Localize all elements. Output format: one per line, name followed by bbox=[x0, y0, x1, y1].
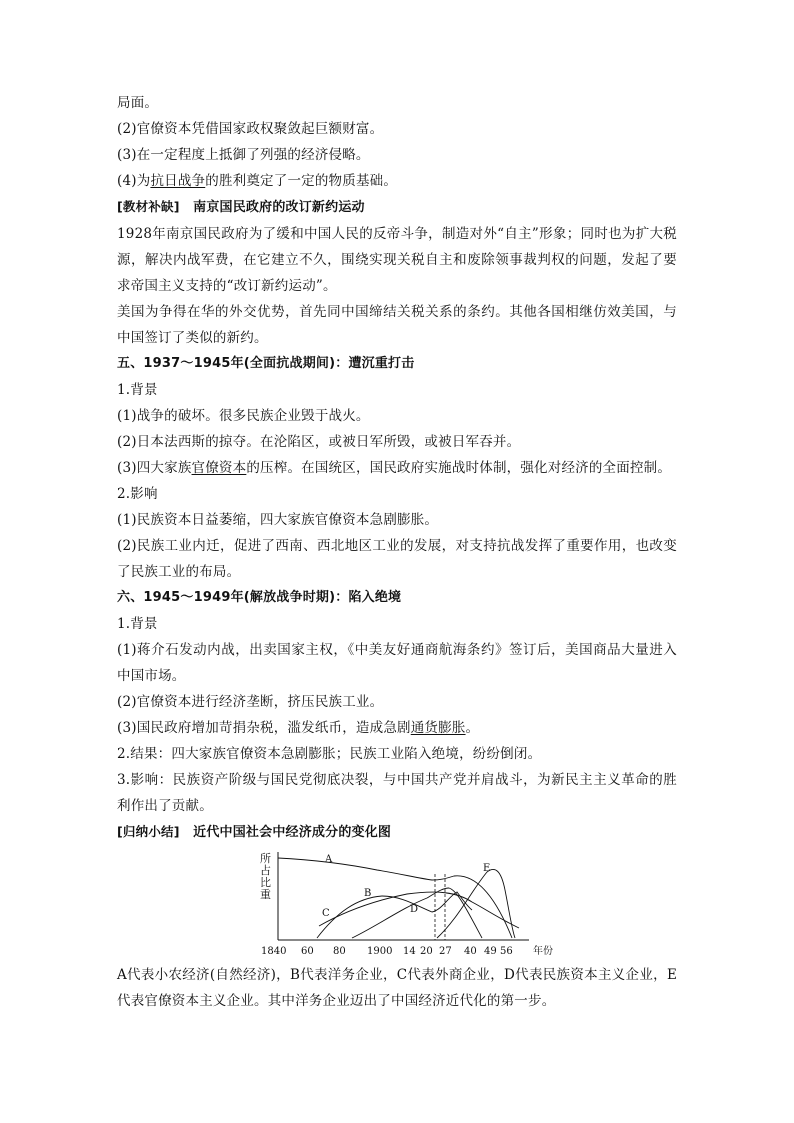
x-tick-label: 56 bbox=[500, 946, 513, 957]
text-para: 3.影响：民族资产阶级与国民党彻底决裂，与中国共产党并肩战斗，为新民主主义革命的胜利作出了贡献。 bbox=[117, 772, 677, 814]
series-label-e: E bbox=[483, 863, 491, 874]
supplement-para: 1928年南京国民政府为了缓和中国人民的反帝斗争，制造对外“自主”形象；同时也为扩大税源，解决内战军费，在它建立不久，围绕实现关税自主和废除领事裁判权的问题，发起了要求帝国主义支持的“改订新约运动”。 bbox=[117, 226, 677, 294]
text-line bbox=[117, 715, 677, 741]
summary-title: 近代中国社会中经济成分的变化图 bbox=[193, 825, 392, 840]
page-content bbox=[117, 88, 677, 1014]
text-line: (2)官僚资本进行经济垄断，挤压民族工业。 bbox=[117, 694, 384, 710]
text-line: (3)在一定程度上抵御了列强的经济侵略。 bbox=[117, 147, 370, 163]
text-span: 的压榨。在国统区，国民政府实施战时体制，强化对经济的全面控制。 bbox=[246, 460, 672, 476]
text-span: 的胜利奠定了一定的物质基础。 bbox=[205, 173, 398, 189]
text-line: (2)官僚资本凭借国家政权聚敛起巨额财富。 bbox=[117, 121, 384, 137]
text-line: (1)战争的破坏。很多民族企业毁于战火。 bbox=[117, 408, 370, 424]
subheading: 2.影响 bbox=[117, 486, 158, 502]
text-line: (2)日本法西斯的掠夺。在沦陷区，或被日军所毁，或被日军吞并。 bbox=[117, 434, 521, 450]
underlined-term: 抗日战争 bbox=[150, 173, 206, 189]
summary-header bbox=[117, 819, 677, 846]
supplement-tag: [教材补缺] bbox=[117, 199, 180, 214]
text-line: 局面。 bbox=[117, 95, 159, 111]
section-heading: 五、1937～1945年(全面抗战期间)：遭沉重打击 bbox=[117, 356, 415, 371]
y-axis-label-text: 所占比重 bbox=[260, 852, 271, 901]
y-axis-label bbox=[260, 852, 271, 901]
text-line bbox=[117, 168, 677, 194]
summary-tag: [归纳小结] bbox=[117, 824, 180, 839]
series-label-a: A bbox=[325, 854, 333, 865]
x-tick-label: 40 bbox=[464, 946, 477, 957]
supplement-title: 南京国民政府的改订新约运动 bbox=[193, 200, 365, 215]
x-tick-label: 27 bbox=[439, 946, 452, 957]
chart-caption: A代表小农经济(自然经济)，B代表洋务企业，C代表外商企业，D代表民族资本主义企业，E代表官僚资本主义企业。其中洋务企业迈出了中国经济近代化的第一步。 bbox=[117, 967, 677, 1009]
series-label-d: D bbox=[410, 904, 419, 915]
text-span: (3)四大家族 bbox=[117, 460, 192, 476]
x-tick-labels bbox=[261, 946, 513, 957]
x-tick-label: 14 bbox=[403, 946, 416, 957]
economy-chart-svg bbox=[257, 850, 557, 960]
series-label-c: C bbox=[322, 908, 330, 919]
curve-c bbox=[319, 892, 519, 928]
underlined-term: 官僚资本 bbox=[191, 460, 247, 476]
text-span: (3)国民政府增加苛捐杂税，滥发纸币，造成急剧 bbox=[117, 720, 411, 736]
text-para: (1)蒋介石发动内战，出卖国家主权，《中美友好通商航海条约》签订后，美国商品大量进入中国市场。 bbox=[117, 642, 677, 684]
supplement-para: 美国为争得在华的外交优势，首先同中国缔结关税关系的条约。其他各国相继仿效美国，与中国签订了类似的新约。 bbox=[117, 304, 677, 346]
text-line: (1)民族资本日益萎缩，四大家族官僚资本急剧膨胀。 bbox=[117, 512, 439, 528]
text-line: 2.结果：四大家族官僚资本急剧膨胀；民族工业陷入绝境，纷纷倒闭。 bbox=[117, 746, 542, 762]
x-tick-label: 80 bbox=[333, 946, 346, 957]
subheading: 1.背景 bbox=[117, 616, 158, 632]
x-tick-label: 60 bbox=[301, 946, 314, 957]
section-heading: 六、1945～1949年(解放战争时期)：陷入绝境 bbox=[117, 590, 402, 605]
subheading: 1.背景 bbox=[117, 382, 158, 398]
supplement-header bbox=[117, 194, 677, 221]
text-span: (4)为 bbox=[117, 173, 151, 189]
x-tick-label: 20 bbox=[420, 946, 433, 957]
economy-chart bbox=[257, 850, 557, 960]
x-tick-label: 49 bbox=[484, 946, 497, 957]
x-tick-label: 1900 bbox=[367, 946, 393, 957]
text-span: 。 bbox=[465, 720, 480, 736]
text-para: (2)民族工业内迁，促进了西南、西北地区工业的发展，对支持抗战发挥了重要作用，也改变了民族工业的布局。 bbox=[117, 538, 677, 580]
underlined-term: 通货膨胀 bbox=[410, 720, 466, 736]
x-tick-label: 1840 bbox=[261, 946, 287, 957]
curve-a bbox=[278, 858, 512, 938]
x-axis-label: 年份 bbox=[533, 946, 553, 957]
text-line bbox=[117, 455, 677, 481]
series-label-b: B bbox=[364, 888, 372, 899]
